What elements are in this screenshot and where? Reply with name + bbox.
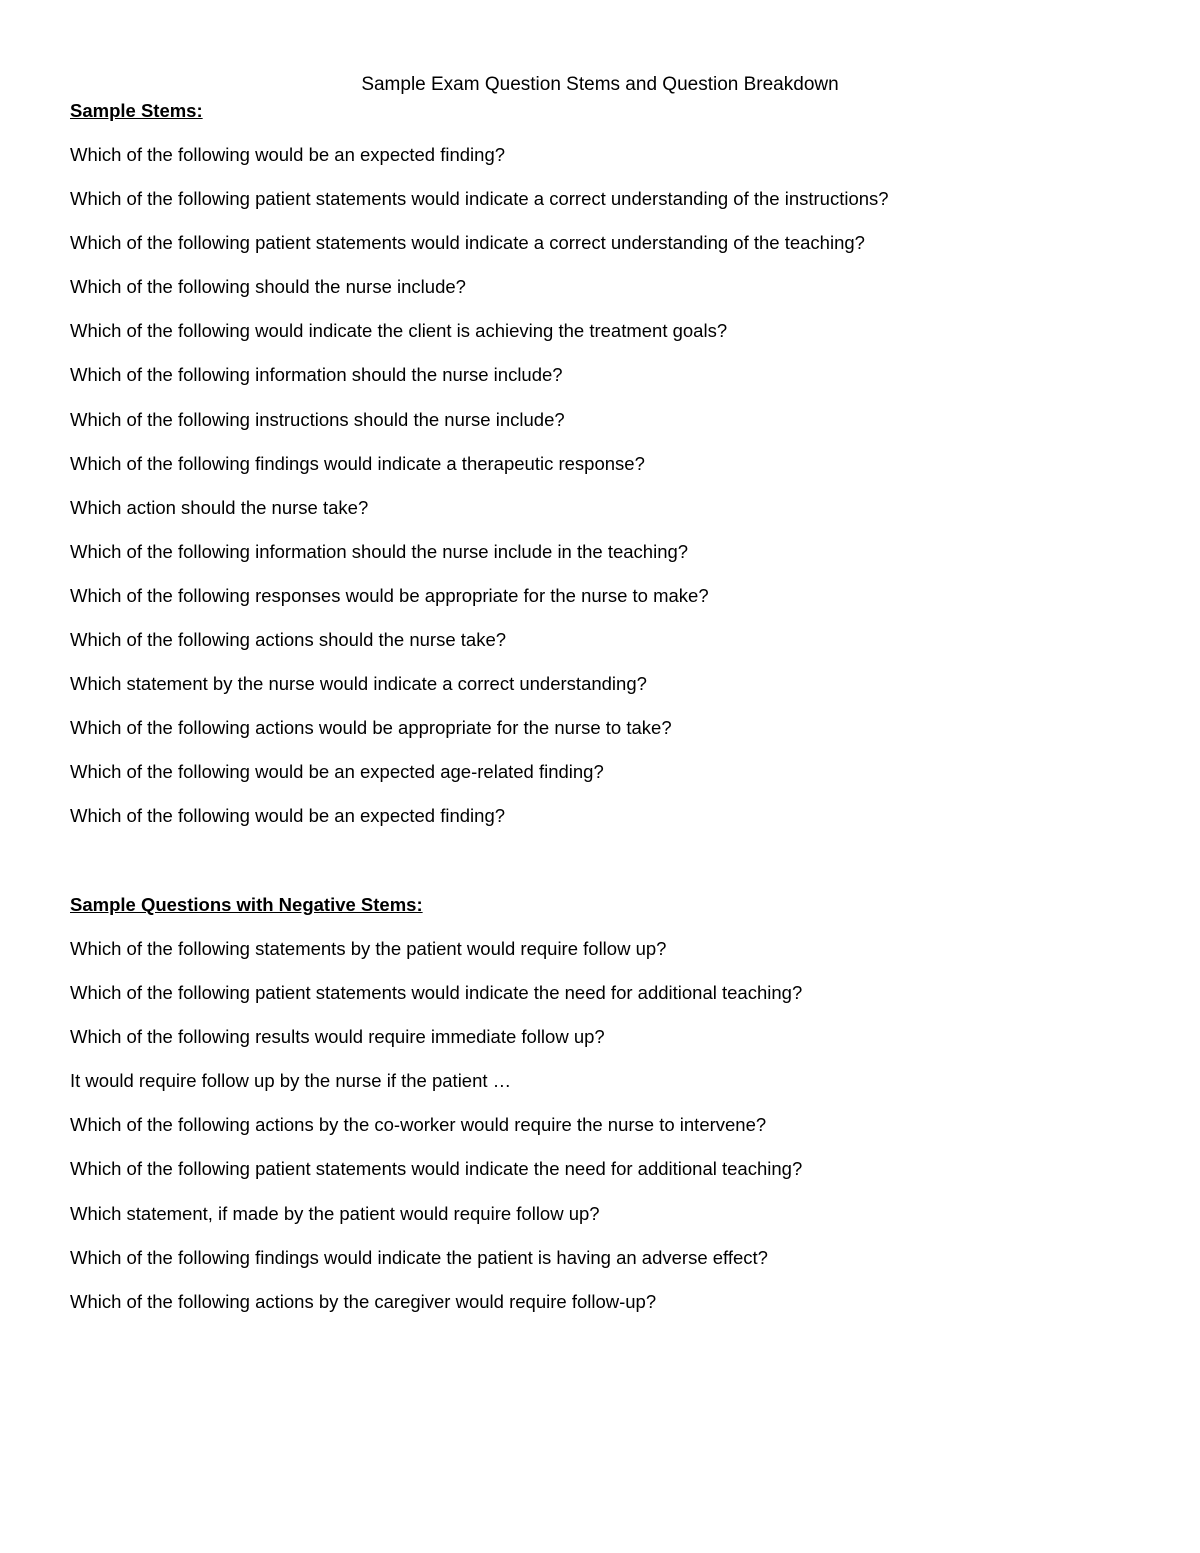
question-stem: Which of the following would be an expected finding?	[70, 805, 506, 827]
question-stem: Which of the following findings would indicate a therapeutic response?	[70, 452, 645, 474]
section-heading: Sample Stems:	[70, 100, 203, 121]
stem-list	[70, 936, 1150, 1315]
question-stem: Which of the following actions should the nurse take?	[70, 629, 507, 651]
question-stem: Which of the following patient statements would indicate the need for additional teaching?	[70, 1158, 803, 1180]
question-stem: Which statement by the nurse would indicate a correct understanding?	[70, 673, 647, 695]
question-stem: Which of the following would be an expected age-related finding?	[70, 761, 604, 783]
question-stem: Which of the following actions by the caregiver would require follow-up?	[70, 1290, 657, 1312]
question-stem: It would require follow up by the nurse if the patient …	[70, 1070, 512, 1092]
question-stem: Which of the following patient statements would indicate a correct understanding of the teaching?	[70, 232, 865, 254]
question-stem: Which of the following actions by the co-worker would require the nurse to intervene?	[70, 1114, 767, 1136]
question-stem: Which of the following should the nurse include?	[70, 276, 466, 298]
question-stem: Which of the following information should the nurse include in the teaching?	[70, 540, 689, 562]
question-stem: Which of the following actions would be appropriate for the nurse to take?	[70, 717, 672, 739]
question-stem: Which of the following statements by the patient would require follow up?	[70, 938, 667, 959]
question-stem: Which of the following responses would be appropriate for the nurse to make?	[70, 584, 709, 606]
question-stem: Which of the following patient statements would indicate the need for additional teaching?	[70, 982, 803, 1004]
question-stem: Which of the following would be an expected finding?	[70, 144, 506, 165]
document-title: Sample Exam Question Stems and Question Breakdown	[361, 74, 839, 95]
stem-list	[70, 142, 1150, 829]
question-stem: Which statement, if made by the patient would require follow up?	[70, 1202, 600, 1224]
section-heading: Sample Questions with Negative Stems:	[70, 894, 423, 915]
question-stem: Which of the following instructions should the nurse include?	[70, 408, 565, 430]
question-stem: Which action should the nurse take?	[70, 496, 369, 518]
sample-stems-section	[70, 98, 1150, 848]
question-stem: Which of the following information should the nurse include?	[70, 364, 563, 386]
question-stem: Which of the following would indicate the client is achieving the treatment goals?	[70, 320, 728, 342]
negative-stems-section	[70, 892, 1150, 1333]
question-stem: Which of the following patient statements would indicate a correct understanding of the instructions?	[70, 188, 889, 210]
question-stem: Which of the following findings would indicate the patient is having an adverse effect?	[70, 1246, 768, 1268]
question-stem: Which of the following results would require immediate follow up?	[70, 1026, 605, 1048]
